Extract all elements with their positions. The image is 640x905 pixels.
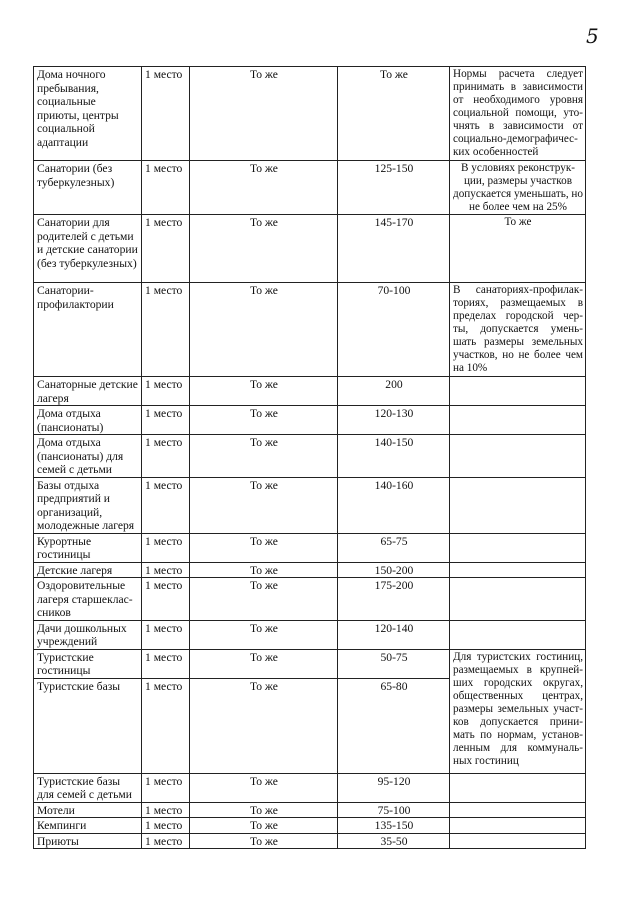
unit-cell: 1 место	[142, 678, 190, 773]
note-cell	[450, 773, 586, 802]
note-cell	[450, 377, 586, 406]
page-number: 5	[586, 24, 599, 48]
table-row	[34, 578, 586, 621]
note-cell	[450, 802, 586, 818]
norm-cell: То же	[190, 67, 338, 161]
area-cell: 200	[338, 377, 450, 406]
norm-cell: То же	[190, 215, 338, 283]
facility-name: Дома отдыха (пансионаты) для семей с детьми	[34, 435, 142, 478]
norm-cell: То же	[190, 283, 338, 377]
table-row	[34, 161, 586, 215]
area-cell: 65-75	[338, 533, 450, 562]
facility-name: Дачи дошкольных учреждений	[34, 620, 142, 649]
unit-cell: 1 место	[142, 620, 190, 649]
unit-cell: 1 место	[142, 802, 190, 818]
norm-cell: То же	[190, 161, 338, 215]
facility-name: Туристские гостиницы	[34, 649, 142, 678]
table-row	[34, 215, 586, 283]
area-cell: То же	[338, 67, 450, 161]
unit-cell: 1 место	[142, 649, 190, 678]
unit-cell: 1 место	[142, 533, 190, 562]
note-cell: Для туристских гостиниц, размещаемых в крупней-ших городских округах, общественных центрах, размеры земельных участ-ков допускается прини-мать по нормам, установ-ленным для коммуналь-ных гостиниц	[450, 649, 586, 773]
unit-cell: 1 место	[142, 283, 190, 377]
area-cell: 140-150	[338, 435, 450, 478]
norm-cell: То же	[190, 435, 338, 478]
norm-cell: То же	[190, 377, 338, 406]
area-cell: 50-75	[338, 649, 450, 678]
facility-name: Детские лагеря	[34, 562, 142, 578]
area-cell: 70-100	[338, 283, 450, 377]
facility-name: Туристские базы для семей с детьми	[34, 773, 142, 802]
unit-cell: 1 место	[142, 161, 190, 215]
area-cell: 65-80	[338, 678, 450, 773]
table-row	[34, 533, 586, 562]
facility-name: Кемпинги	[34, 818, 142, 834]
note-cell: В условиях реконструк-ции, размеры участков допускается уменьшать, но не более чем на 25%	[450, 161, 586, 215]
unit-cell: 1 место	[142, 773, 190, 802]
note-cell	[450, 533, 586, 562]
norm-cell: То же	[190, 818, 338, 834]
area-cell: 140-160	[338, 477, 450, 533]
note-cell	[450, 477, 586, 533]
table-row	[34, 406, 586, 435]
table-row	[34, 833, 586, 849]
table-row	[34, 620, 586, 649]
area-cell: 35-50	[338, 833, 450, 849]
note-cell	[450, 406, 586, 435]
norm-cell: То же	[190, 802, 338, 818]
facility-name: Приюты	[34, 833, 142, 849]
facility-name: Дома отдыха (пансионаты)	[34, 406, 142, 435]
area-cell: 120-140	[338, 620, 450, 649]
unit-cell: 1 место	[142, 406, 190, 435]
unit-cell: 1 место	[142, 215, 190, 283]
area-cell: 135-150	[338, 818, 450, 834]
area-cell: 150-200	[338, 562, 450, 578]
norm-cell: То же	[190, 678, 338, 773]
table-row	[34, 773, 586, 802]
note-cell: Нормы расчета следует принимать в зависимости от необходимого уровня социальной помощи, уто-чнять в зависимости от социально-демографичес-ких особенностей	[450, 67, 586, 161]
area-cell: 175-200	[338, 578, 450, 621]
unit-cell: 1 место	[142, 477, 190, 533]
note-cell: То же	[450, 215, 586, 283]
facility-name: Мотели	[34, 802, 142, 818]
table-row	[34, 67, 586, 161]
table-row	[34, 649, 586, 678]
table-row	[34, 562, 586, 578]
norm-cell: То же	[190, 620, 338, 649]
norm-cell: То же	[190, 649, 338, 678]
unit-cell: 1 место	[142, 562, 190, 578]
note-cell	[450, 435, 586, 478]
facility-name: Туристские базы	[34, 678, 142, 773]
norm-cell: То же	[190, 833, 338, 849]
note-cell	[450, 833, 586, 849]
unit-cell: 1 место	[142, 818, 190, 834]
facility-name: Оздоровительные лагеря старшеклас-сников	[34, 578, 142, 621]
table-row	[34, 435, 586, 478]
table-row	[34, 818, 586, 834]
unit-cell: 1 место	[142, 377, 190, 406]
table-row	[34, 477, 586, 533]
norm-cell: То же	[190, 562, 338, 578]
facility-name: Дома ночного пребывания, социальные приюты, центры социальной адаптации	[34, 67, 142, 161]
note-cell	[450, 578, 586, 621]
facility-name: Санаторные детские лагеря	[34, 377, 142, 406]
facility-name: Курортные гостиницы	[34, 533, 142, 562]
note-cell: В санаториях-профилак-ториях, размещаемых в пределах городской чер-ты, допускается умень-шать размеры земельных участков, но не более чем на 10%	[450, 283, 586, 377]
facility-name: Базы отдыха предприятий и организаций, молодежные лагеря	[34, 477, 142, 533]
table-row	[34, 283, 586, 377]
note-cell	[450, 818, 586, 834]
note-cell	[450, 562, 586, 578]
table-row	[34, 377, 586, 406]
land-plot-norms-table	[33, 66, 586, 849]
unit-cell: 1 место	[142, 435, 190, 478]
area-cell: 120-130	[338, 406, 450, 435]
table-row	[34, 802, 586, 818]
norm-cell: То же	[190, 533, 338, 562]
area-cell: 75-100	[338, 802, 450, 818]
norm-cell: То же	[190, 578, 338, 621]
norm-cell: То же	[190, 477, 338, 533]
note-cell	[450, 620, 586, 649]
facility-name: Санатории-профилактории	[34, 283, 142, 377]
unit-cell: 1 место	[142, 578, 190, 621]
unit-cell: 1 место	[142, 833, 190, 849]
facility-name: Санатории (без туберкулезных)	[34, 161, 142, 215]
unit-cell: 1 место	[142, 67, 190, 161]
area-cell: 145-170	[338, 215, 450, 283]
facility-name: Санатории для родителей с детьми и детские санатории (без туберкулезных)	[34, 215, 142, 283]
area-cell: 95-120	[338, 773, 450, 802]
area-cell: 125-150	[338, 161, 450, 215]
norm-cell: То же	[190, 406, 338, 435]
norm-cell: То же	[190, 773, 338, 802]
